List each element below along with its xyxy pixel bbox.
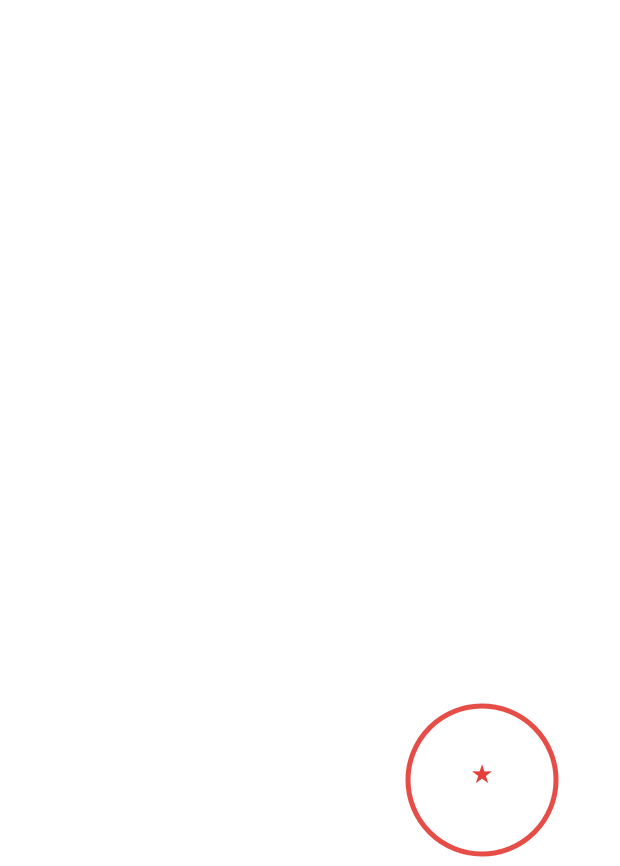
seal-star-icon: ★	[470, 760, 494, 790]
official-seal	[402, 700, 562, 860]
